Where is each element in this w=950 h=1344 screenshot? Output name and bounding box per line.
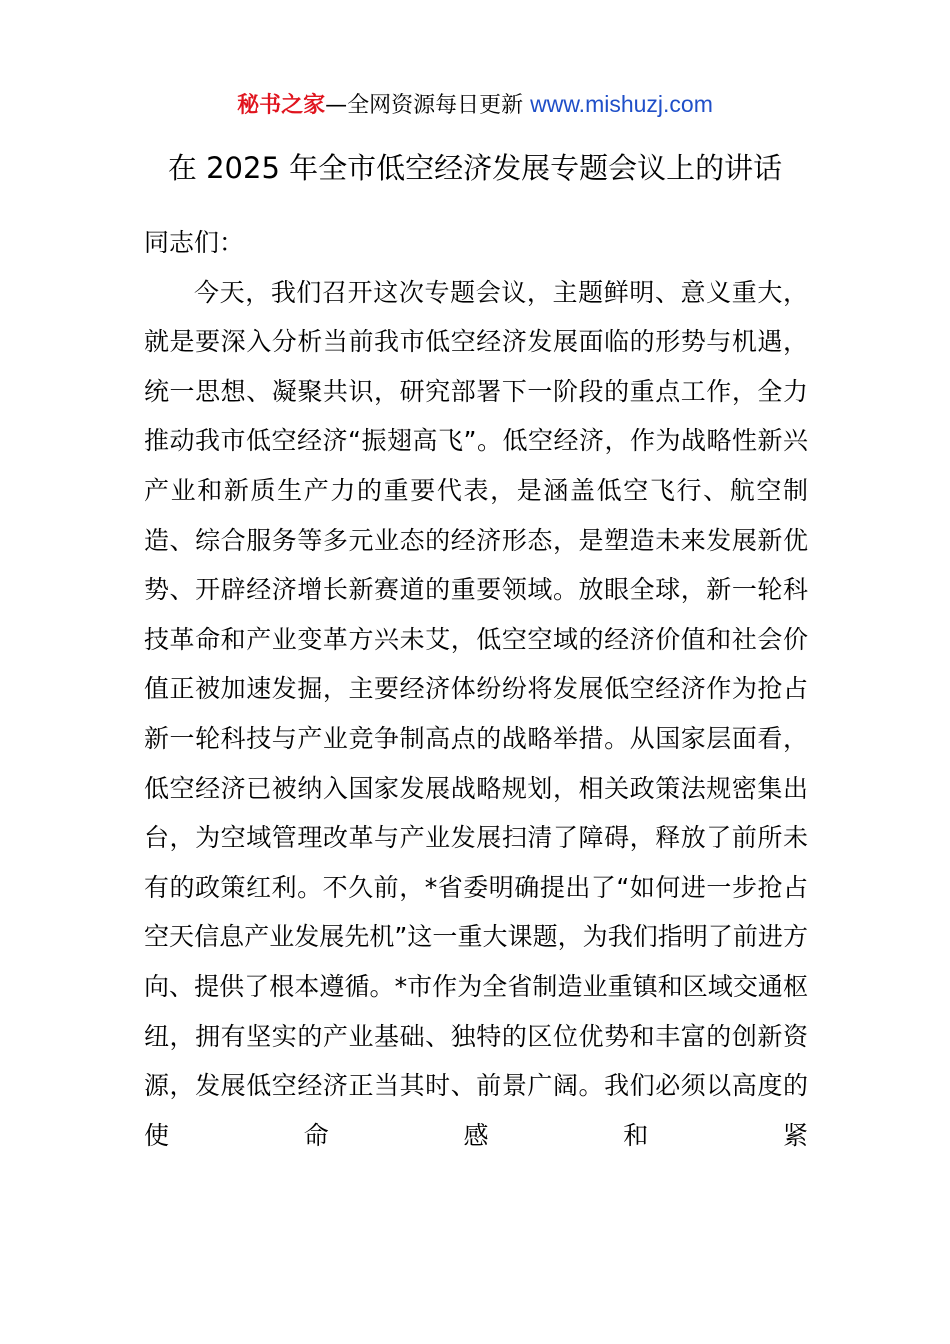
- site-header: [0, 88, 950, 122]
- document-title: 在 2025 年全市低空经济发展专题会议上的讲话: [167, 151, 783, 185]
- site-url-link[interactable]: www.mishuzj.com: [530, 91, 713, 117]
- salutation: 同志们：: [144, 228, 245, 257]
- site-brand: 秘书之家: [237, 93, 326, 118]
- body-paragraph: 今天，我们召开这次专题会议，主题鲜明、意义重大，就是要深入分析当前我市低空经济发展面临的形势与机遇，统一思想、凝聚共识，研究部署下一阶段的重点工作，全力推动我市低空经济“振翅高飞”。低空经济，作为战略性新兴产业和新质生产力的重要代表，是涵盖低空飞行、航空制造、综合服务等多元业态的经济形态，是塑造未来发展新优势、开辟经济增长新赛道的重要领域。放眼全球，新一轮科技革命和产业变革方兴未艾，低空空域的经济价值和社会价值正被加速发掘，主要经济体纷纷将发展低空经济作为抢占新一轮科技与产业竞争制高点的战略举措。从国家层面看，低空经济已被纳入国家发展战略规划，相关政策法规密集出台，为空域管理改革与产业发展扫清了障碍，释放了前所未有的政策红利。不久前，*省委明确提出了“如何进一步抢占空天信息产业发展先机”这一重大课题，为我们指明了前进方向、提供了根本遵循。*市作为全省制造业重镇和区域交通枢纽，拥有坚实的产业基础、独特的区位优势和丰富的创新资源，发展低空经济正当其时、前景广阔。我们必须以高度的使命感和紧: [144, 277, 808, 1150]
- site-slogan: —全网资源每日更新: [325, 93, 531, 118]
- document-body: [144, 218, 808, 1160]
